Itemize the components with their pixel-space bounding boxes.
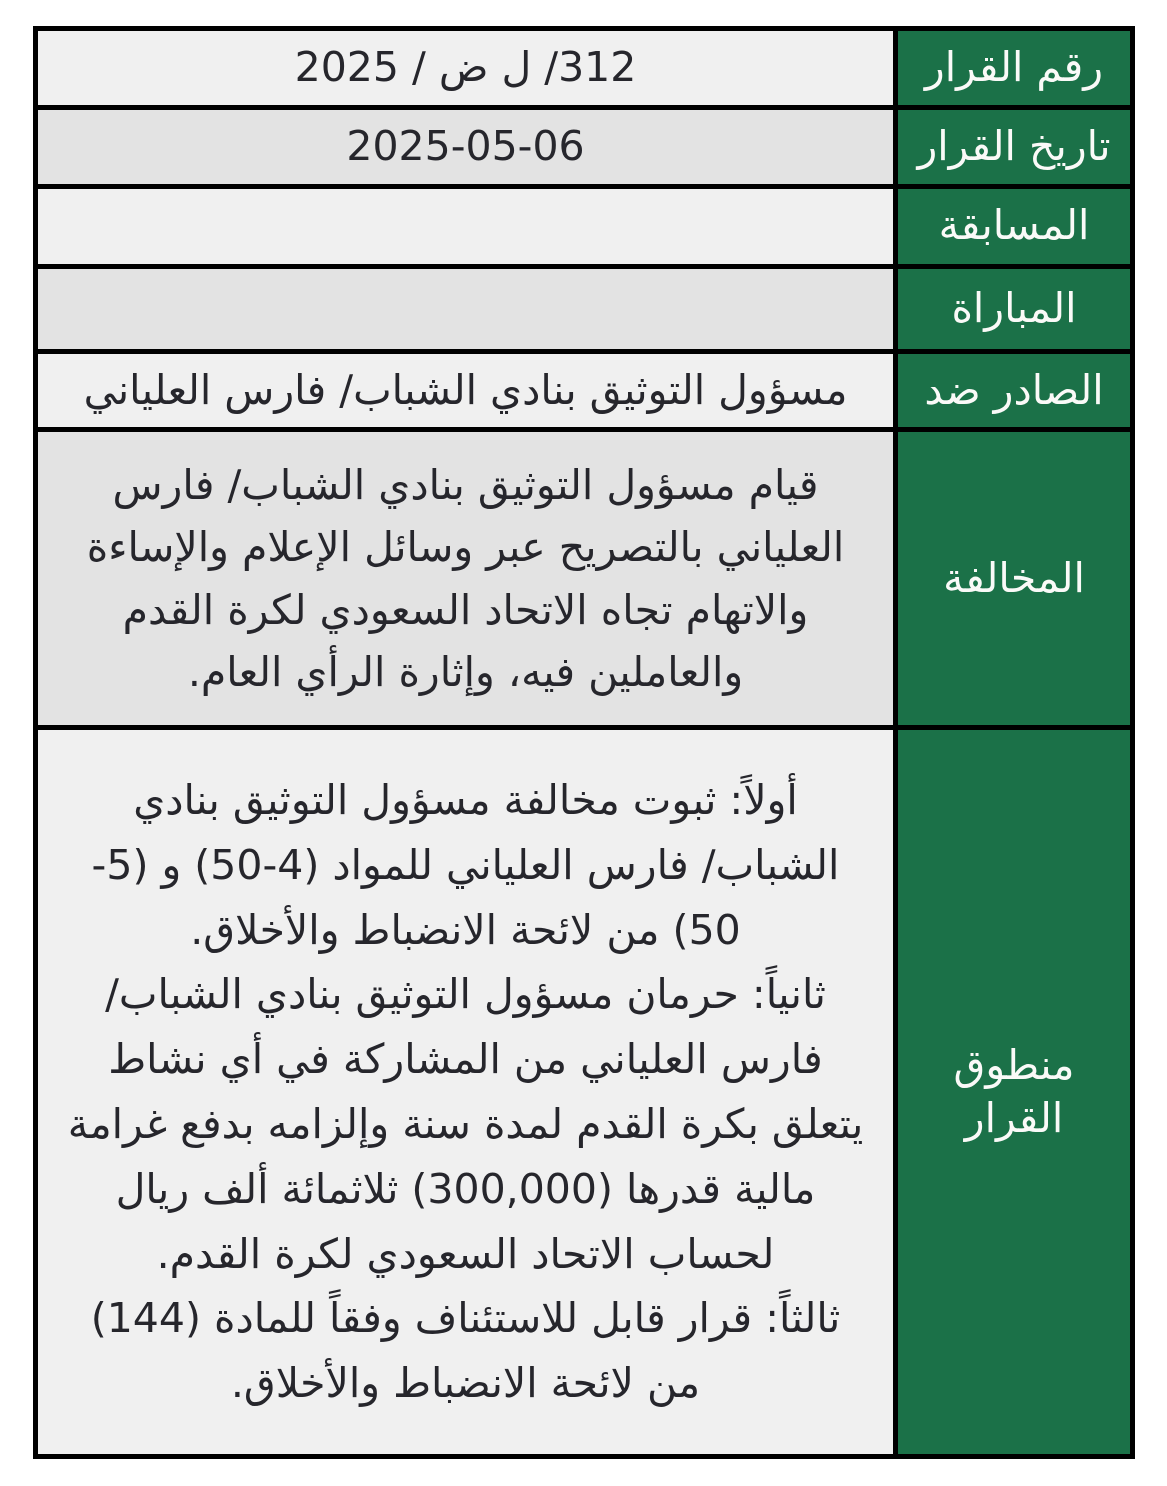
competition-value: [36, 186, 896, 266]
verdict-item-first: أولاً: ثبوت مخالفة مسؤول التوثيق بنادي الشباب/ فارس العلياني للمواد (4-50) و (5-50) من لائحة الانضباط والأخلاق.: [91, 776, 840, 954]
table-row-issued-against: [36, 351, 1133, 430]
decision-number-value: 312/ ل ض / 2025: [36, 29, 896, 108]
table-row-verdict: [36, 728, 1133, 1457]
match-label: المباراة: [896, 266, 1133, 351]
decision-date-value: 2025-05-06: [36, 108, 896, 187]
decision-number-label: رقم القرار: [896, 29, 1133, 108]
verdict-value: [36, 728, 896, 1457]
decision-table: [33, 26, 1135, 1459]
table-row-decision-number: [36, 29, 1133, 108]
issued-against-label: الصادر ضد: [896, 351, 1133, 430]
table-row-competition: [36, 186, 1133, 266]
match-value: [36, 266, 896, 351]
violation-label: المخالفة: [896, 430, 1133, 728]
verdict-label: منطوق القرار: [896, 728, 1133, 1457]
issued-against-value: مسؤول التوثيق بنادي الشباب/ فارس العلياني: [36, 351, 896, 430]
table-row-violation: [36, 430, 1133, 728]
decision-date-label: تاريخ القرار: [896, 108, 1133, 187]
verdict-item-second: ثانياً: حرمان مسؤول التوثيق بنادي الشباب/ فارس العلياني من المشاركة في أي نشاط يتعلق بكرة القدم لمدة سنة وإلزامه بدفع غرامة مالية قدرها (300,000) ثلاثمائة ألف ريال لحساب الاتحاد السعودي لكرة القدم.: [67, 970, 864, 1278]
verdict-item-third: ثالثاً: قرار قابل للاستئناف وفقاً للمادة (144) من لائحة الانضباط والأخلاق.: [90, 1294, 841, 1408]
violation-value: قيام مسؤول التوثيق بنادي الشباب/ فارس العلياني بالتصريح عبر وسائل الإعلام والإساءة والاتهام تجاه الاتحاد السعودي لكرة القدم والعاملين فيه، وإثارة الرأي العام.: [36, 430, 896, 728]
competition-label: المسابقة: [896, 186, 1133, 266]
table-row-match: [36, 266, 1133, 351]
table-row-decision-date: [36, 108, 1133, 187]
